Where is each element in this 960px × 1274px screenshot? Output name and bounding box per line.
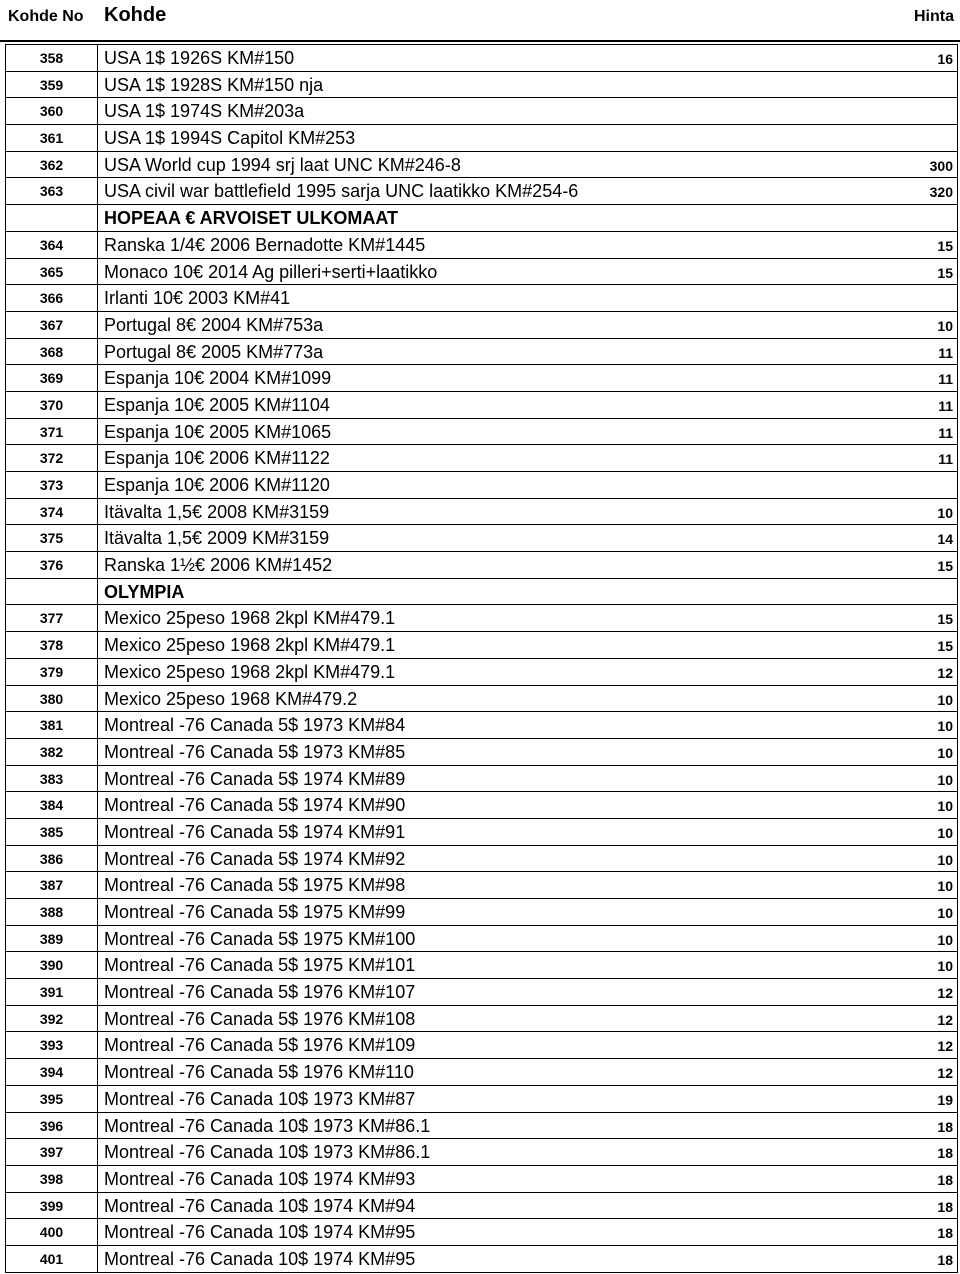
table-row: [5, 419, 958, 446]
auction-table: [5, 44, 958, 1273]
item-number: 400: [6, 1219, 98, 1245]
item-number: 398: [6, 1166, 98, 1192]
item-price: 15: [937, 237, 953, 254]
item-number: 361: [6, 125, 98, 151]
item-number: 377: [6, 605, 98, 631]
item-description: Montreal -76 Canada 5$ 1975 KM#99: [104, 902, 406, 922]
table-row: [5, 392, 958, 419]
table-row: [5, 766, 958, 793]
table-row: [5, 259, 958, 286]
table-row: [5, 846, 958, 873]
table-row: [5, 659, 958, 686]
item-number: 365: [6, 259, 98, 285]
item-number: 374: [6, 499, 98, 525]
item-price: 11: [938, 397, 953, 414]
item-number: 370: [6, 392, 98, 418]
item-number: 391: [6, 979, 98, 1005]
item-description: Itävalta 1,5€ 2009 KM#3159: [104, 528, 330, 549]
item-price: 12: [937, 985, 953, 1002]
item-description: Montreal -76 Canada 5$ 1974 KM#91: [104, 821, 406, 842]
header-price: Hinta: [914, 8, 954, 25]
item-description: Ranska 1½€ 2006 KM#1452: [104, 555, 333, 576]
item-price: 10: [937, 504, 953, 521]
section-title: OLYMPIA: [104, 581, 185, 602]
table-row: [5, 499, 958, 526]
table-row: [5, 1166, 958, 1193]
item-number: 378: [6, 632, 98, 658]
item-number: 397: [6, 1139, 98, 1165]
item-description: Montreal -76 Canada 5$ 1975 KM#98: [104, 875, 406, 896]
section-title: HOPEAA € ARVOISET ULKOMAAT: [104, 208, 399, 229]
item-description: Espanja 10€ 2006 KM#1120: [104, 475, 330, 495]
item-price: 11: [938, 451, 953, 468]
item-description: Portugal 8€ 2004 KM#753a: [104, 314, 324, 335]
item-price: 18: [937, 1198, 953, 1215]
item-description: USA World cup 1994 srj laat UNC KM#246-8: [104, 154, 461, 175]
table-row: [5, 125, 958, 152]
item-description: Espanja 10€ 2004 KM#1099: [104, 368, 332, 389]
item-number: 382: [6, 739, 98, 765]
item-price: 19: [937, 1091, 953, 1108]
item-description: Montreal -76 Canada 5$ 1974 KM#90: [104, 795, 406, 816]
item-number: 394: [6, 1059, 98, 1085]
item-number: 390: [6, 952, 98, 978]
item-description: Montreal -76 Canada 5$ 1976 KM#108: [104, 1008, 416, 1029]
item-price: 18: [937, 1251, 953, 1268]
table-row: [5, 525, 958, 552]
item-price: 18: [937, 1225, 953, 1242]
table-row: [5, 686, 958, 713]
header-item: Kohde: [104, 4, 167, 26]
item-number: 399: [6, 1193, 98, 1219]
item-description: Montreal -76 Canada 5$ 1975 KM#101: [104, 955, 416, 976]
item-price: 10: [937, 771, 953, 788]
item-number: 362: [6, 152, 98, 178]
table-row: [5, 952, 958, 979]
item-price: 10: [937, 824, 953, 841]
table-row: [5, 1006, 958, 1033]
table-row: [5, 1086, 958, 1113]
item-description: Montreal -76 Canada 10$ 1974 KM#93: [104, 1168, 416, 1189]
item-description: Monaco 10€ 2014 Ag pilleri+serti+laatikko: [104, 261, 438, 282]
item-description: USA civil war battlefield 1995 sarja UNC laatikko KM#254-6: [104, 181, 579, 202]
item-description: Montreal -76 Canada 5$ 1976 KM#107: [104, 982, 416, 1003]
table-row: [5, 1139, 958, 1166]
item-description: Ranska 1/4€ 2006 Bernadotte KM#1445: [104, 234, 426, 255]
item-number: 383: [6, 766, 98, 792]
item-price: 11: [938, 344, 953, 361]
item-price: 10: [937, 718, 953, 735]
item-number: 388: [6, 899, 98, 925]
table-row: [5, 339, 958, 366]
item-price: 15: [937, 264, 953, 281]
item-price: 18: [937, 1118, 953, 1135]
item-number: [6, 205, 98, 231]
item-description: Espanja 10€ 2005 KM#1104: [104, 394, 330, 415]
item-description: Montreal -76 Canada 5$ 1973 KM#84: [104, 715, 406, 736]
table-row: [5, 552, 958, 579]
item-price: 15: [937, 558, 953, 575]
item-number: 401: [6, 1246, 98, 1272]
table-row: [5, 178, 958, 205]
item-number: 363: [6, 178, 98, 204]
table-row: [5, 312, 958, 339]
item-number: 375: [6, 525, 98, 551]
section-header-row: [5, 579, 958, 606]
table-row: [5, 445, 958, 472]
table-row: [5, 1032, 958, 1059]
item-description: Mexico 25peso 1968 2kpl KM#479.1: [104, 608, 396, 629]
table-row: [5, 712, 958, 739]
table-row: [5, 899, 958, 926]
item-description: Montreal -76 Canada 5$ 1976 KM#109: [104, 1035, 416, 1056]
table-row: [5, 819, 958, 846]
item-number: 373: [6, 472, 98, 498]
item-price: 10: [937, 744, 953, 761]
item-number: 372: [6, 445, 98, 471]
item-price: 10: [937, 931, 953, 948]
table-row: [5, 605, 958, 632]
item-price: 10: [937, 851, 953, 868]
item-description: Mexico 25peso 1968 2kpl KM#479.1: [104, 635, 396, 656]
item-price: 11: [938, 424, 953, 441]
item-number: 393: [6, 1032, 98, 1058]
item-description: USA 1$ 1928S KM#150 nja: [104, 74, 324, 95]
item-description: USA 1$ 1926S KM#150: [104, 48, 295, 68]
item-price: 12: [937, 664, 953, 681]
item-description: Montreal -76 Canada 5$ 1974 KM#92: [104, 848, 406, 869]
item-price: 12: [937, 1065, 953, 1082]
item-number: 359: [6, 72, 98, 98]
item-description: Itävalta 1,5€ 2008 KM#3159: [104, 501, 330, 522]
table-row: [5, 1059, 958, 1086]
item-price: 10: [937, 317, 953, 334]
item-price: 16: [937, 51, 953, 67]
item-description: Montreal -76 Canada 5$ 1973 KM#85: [104, 741, 406, 762]
item-number: 389: [6, 926, 98, 952]
item-number: 371: [6, 419, 98, 445]
table-row: [5, 232, 958, 259]
item-price: 320: [929, 184, 953, 201]
item-description: Montreal -76 Canada 10$ 1974 KM#94: [104, 1195, 416, 1216]
item-description: Montreal -76 Canada 10$ 1973 KM#87: [104, 1088, 416, 1109]
item-number: 366: [6, 285, 98, 311]
item-description: Montreal -76 Canada 5$ 1975 KM#100: [104, 928, 416, 949]
item-description: Montreal -76 Canada 5$ 1976 KM#110: [104, 1062, 414, 1083]
table-header: [0, 0, 960, 42]
table-row: [5, 72, 958, 99]
item-number: 387: [6, 872, 98, 898]
item-description: USA 1$ 1994S Capitol KM#253: [104, 128, 356, 149]
item-description: Espanja 10€ 2005 KM#1065: [104, 421, 332, 442]
table-row: [5, 472, 958, 499]
item-price: 11: [938, 371, 953, 388]
table-row: [5, 872, 958, 899]
table-row: [5, 739, 958, 766]
item-number: [6, 579, 98, 605]
item-description: Mexico 25peso 1968 KM#479.2: [104, 688, 358, 709]
item-price: 15: [937, 611, 953, 628]
item-price: 18: [937, 1171, 953, 1188]
item-number: 392: [6, 1006, 98, 1032]
table-row: [5, 926, 958, 953]
item-number: 396: [6, 1113, 98, 1139]
header-item-number: Kohde No: [8, 8, 84, 25]
table-row: [5, 1219, 958, 1246]
table-row: [5, 1113, 958, 1140]
item-price: 300: [929, 157, 953, 174]
table-row: [5, 152, 958, 179]
item-description: Montreal -76 Canada 10$ 1974 KM#95: [104, 1248, 416, 1269]
item-description: Montreal -76 Canada 5$ 1974 KM#89: [104, 768, 406, 789]
item-description: Portugal 8€ 2005 KM#773a: [104, 341, 324, 362]
table-row: [5, 1246, 958, 1273]
item-description: Espanja 10€ 2006 KM#1122: [104, 448, 330, 469]
item-price: 10: [937, 691, 953, 708]
table-row: [5, 979, 958, 1006]
table-row: [5, 98, 958, 125]
table-row: [5, 632, 958, 659]
item-description: USA 1$ 1974S KM#203a: [104, 101, 305, 122]
item-number: 379: [6, 659, 98, 685]
item-price: 12: [937, 1038, 953, 1055]
item-number: 369: [6, 365, 98, 391]
item-number: 376: [6, 552, 98, 578]
table-row: [5, 792, 958, 819]
item-price: 10: [937, 905, 953, 921]
item-number: 364: [6, 232, 98, 258]
item-price: 14: [937, 531, 953, 548]
item-price: 18: [937, 1145, 953, 1162]
item-description: Irlanti 10€ 2003 KM#41: [104, 288, 291, 309]
section-header-row: [5, 205, 958, 232]
item-number: 360: [6, 98, 98, 124]
item-description: Montreal -76 Canada 10$ 1973 KM#86.1: [104, 1115, 431, 1136]
item-number: 395: [6, 1086, 98, 1112]
item-number: 385: [6, 819, 98, 845]
item-price: 10: [937, 878, 953, 895]
item-description: Montreal -76 Canada 10$ 1973 KM#86.1: [104, 1142, 431, 1163]
item-price: 15: [937, 638, 953, 655]
table-row: [5, 365, 958, 392]
item-number: 384: [6, 792, 98, 818]
table-row: [5, 1193, 958, 1220]
item-number: 380: [6, 686, 98, 712]
table-row: [5, 285, 958, 312]
item-description: Mexico 25peso 1968 2kpl KM#479.1: [104, 661, 396, 682]
item-price: 10: [937, 958, 953, 975]
item-number: 358: [6, 45, 98, 71]
item-number: 381: [6, 712, 98, 738]
item-number: 367: [6, 312, 98, 338]
item-price: 10: [937, 798, 953, 815]
item-number: 386: [6, 846, 98, 872]
item-price: 12: [937, 1011, 953, 1028]
item-number: 368: [6, 339, 98, 365]
item-description: Montreal -76 Canada 10$ 1974 KM#95: [104, 1222, 416, 1243]
table-row: [5, 45, 958, 72]
